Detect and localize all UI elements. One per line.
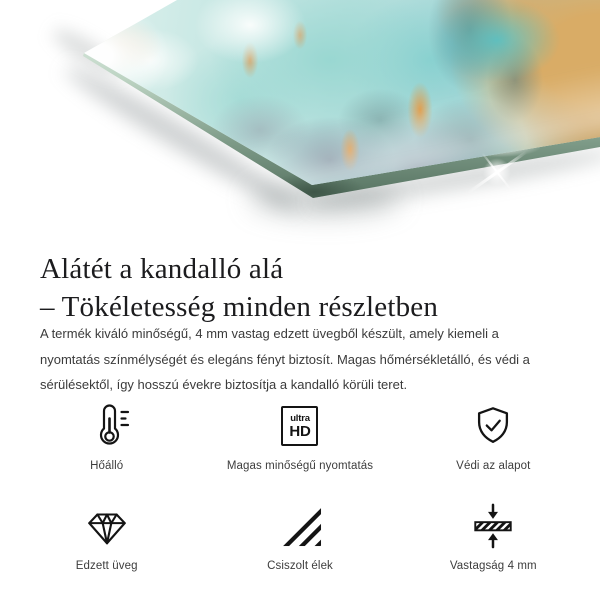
feature-heat-resistant: [10, 400, 203, 472]
feature-protects-base: [397, 400, 590, 472]
product-description: A termék kiváló minőségű, 4 mm vastag edzett üvegből készült, amely kiemeli a nyomtatás színmélységét és elegáns fényt biztosít. Magas hőmérsékletálló, és védi a sérülésektől, így hosszú évekre biztosítja a kandalló körüli teret.: [40, 326, 530, 392]
page-title: [40, 250, 560, 326]
feature-print-quality: [203, 400, 396, 472]
diamond-icon: [84, 500, 130, 552]
feature-thickness: [397, 500, 590, 572]
ultra-hd-icon: [281, 400, 318, 452]
feature-label: Védi az alapot: [456, 460, 531, 472]
ultra-hd-icon-text-top: ultra: [290, 412, 310, 424]
feature-polished-edges: [203, 500, 396, 572]
feature-label: Csiszolt élek: [267, 560, 333, 572]
thickness-icon: [470, 500, 516, 552]
polished-edges-icon: [277, 500, 323, 552]
ultra-hd-icon-text-bottom: HD: [289, 422, 311, 440]
feature-label: Vastagság 4 mm: [449, 560, 537, 572]
feature-tempered-glass: [10, 500, 203, 572]
shield-check-icon: [470, 400, 516, 452]
product-image[interactable]: [0, 0, 600, 240]
feature-grid: [10, 400, 590, 572]
page-title-line-2: – Tökéletesség minden részletben: [40, 291, 439, 324]
page-title-line-1: Alátét a kandalló alá: [40, 253, 284, 286]
feature-label: Hőálló: [90, 460, 124, 472]
thermometer-icon: [83, 400, 131, 452]
feature-label: Edzett üveg: [75, 560, 138, 572]
feature-label: Magas minőségű nyomtatás: [226, 460, 374, 472]
